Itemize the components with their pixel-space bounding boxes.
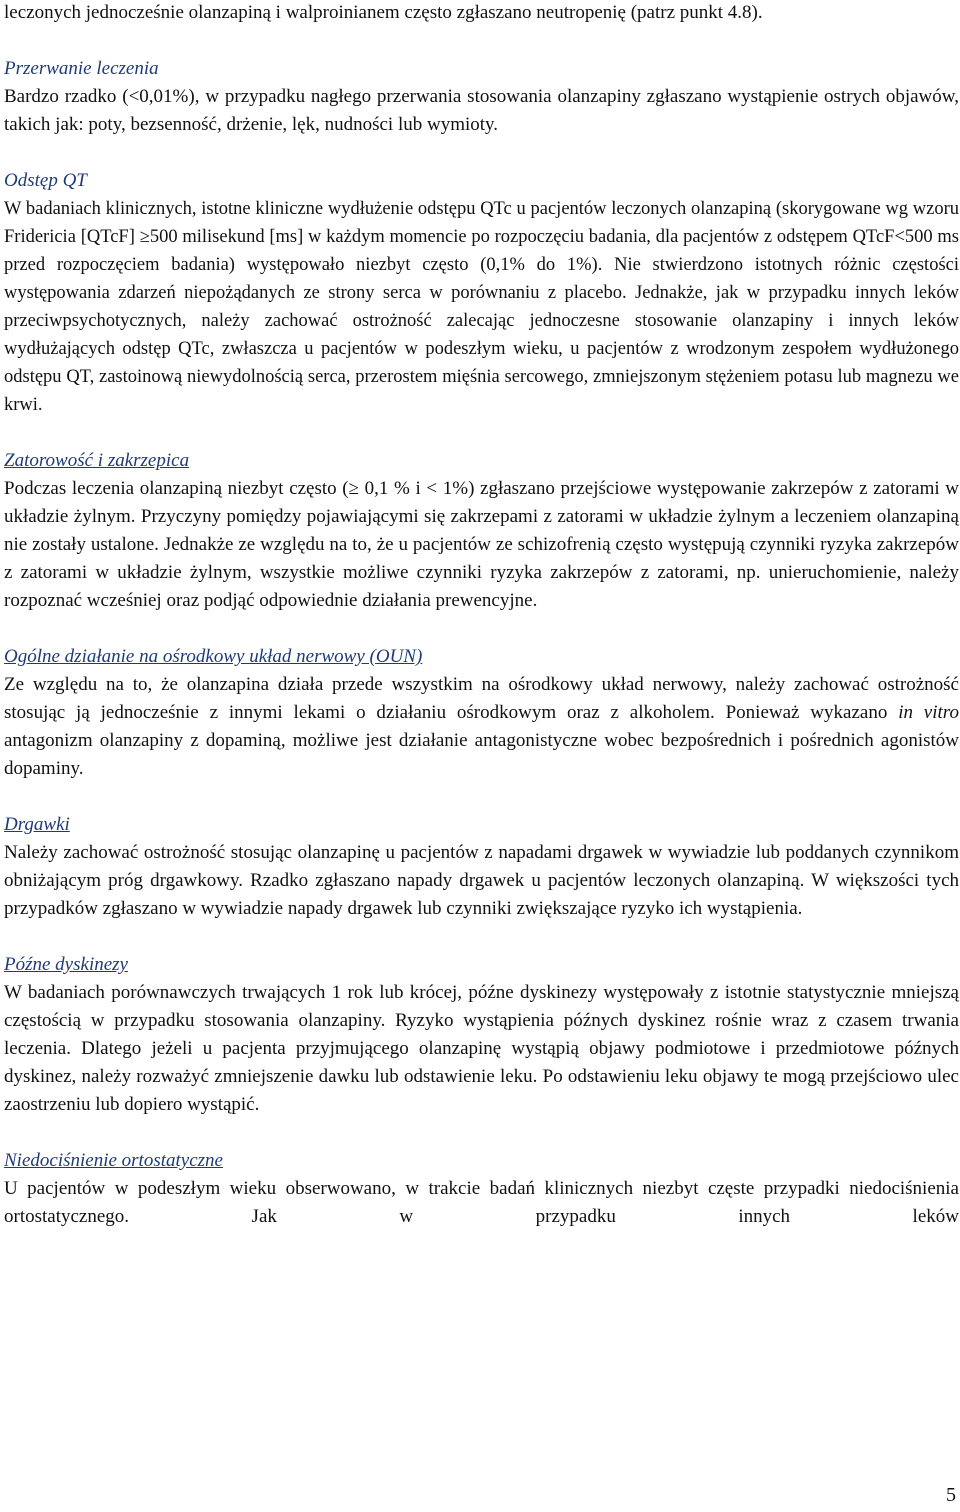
section-heading: Późne dyskinezy (4, 954, 128, 975)
section-heading: Ogólne działanie na ośrodkowy układ nerwowy (OUN) (4, 646, 423, 667)
page-number: 5 (946, 1484, 956, 1506)
section-body: Należy zachować ostrożność stosując olanzapinę u pacjentów z napadami drgawek w wywiadzie lub poddanych czynnikom obniżającym próg drgawkowy. Rzadko zgłaszano napady drgawek u pacjentów leczonych olanzapiną. W większości tych przypadków zgłaszano w wywiadzie napady drgawek lub czynniki zwiększające ryzyko ich wystąpienia. (4, 842, 959, 919)
section-body (4, 671, 959, 783)
section-oun (4, 643, 959, 783)
section-heading: Odstęp QT (4, 170, 87, 191)
section-niedocisnienie (4, 1147, 959, 1231)
section-body: W badaniach porównawczych trwających 1 rok lub krócej, późne dyskinezy występowały z istotnie statystycznie mniejszą częstością w przypadku stosowania olanzapiny. Ryzyko wystąpienia późnych dyskinez rośnie wraz z czasem trwania leczenia. Dlatego jeżeli u pacjenta przyjmującego olanzapinę wystąpią objawy podmiotowe i przedmiotowe późnych dyskinez, należy rozważyć zmniejszenie dawku lub odstawienie leku. Po odstawieniu leku objawy te mogą przejściowo ulec zaostrzeniu lub dopiero wystąpić. (4, 982, 959, 1115)
section-body: W badaniach klinicznych, istotne kliniczne wydłużenie odstępu QTc u pacjentów leczonych olanzapiną (skorygowane wg wzoru Fridericia [QTcF] ≥500 milisekund [ms] w każdym momencie po rozpoczęciu badania, dla pacjentów z odstępem QTcF<500 ms przed rozpoczęciem badania) występowało niezbyt często (0,1% do 1%). Nie stwierdzono istotnych różnic częstości występowania zdarzeń niepożądanych ze strony serca w porównaniu z placebo. Jednakże, jak w przypadku innych leków przeciwpsychotycznych, należy zachować ostrożność zalecając jednoczesne stosowanie olanzapiny i innych leków wydłużających odstęp QTc, zwłaszcza u pacjentów w podeszłym wieku, u pacjentów z wrodzonym zespołem wydłużonego odstępu QT, zastoinową niewydolnością serca, przerostem mięśnia sercowego, zmniejszonym stężeniem potasu lub magnezu we krwi. (4, 199, 959, 415)
section-heading: Drgawki (4, 814, 70, 835)
section-pozne-dyskinezy (4, 951, 959, 1119)
intro-paragraph: leczonych jednocześnie olanzapiną i walproinianem często zgłaszano neutropenię (patrz punkt 4.8). (4, 2, 763, 23)
section-body: Podczas leczenia olanzapiną niezbyt często (≥ 0,1 % i < 1%) zgłaszano przejściowe występowanie zakrzepów z zatorami w układzie żylnym. Przyczyny pomiędzy pojawiającymi się zakrzepami z zatorami w układzie żylnym a leczeniem olanzapiną nie zostały ustalone. Jednakże ze względu na to, że u pacjentów ze schizofrenią często występują czynniki ryzyka zakrzepów z zatorami w układzie żylnym, wszystkie możliwe czynniki ryzyka zakrzepów z zatorami, np. unieruchomienie, należy rozpoznać wcześniej oraz podjąć odpowiednie działania prewencyjne. (4, 478, 959, 611)
body-text: Ze względu na to, że olanzapina działa przede wszystkim na ośrodkowy układ nerwowy, należy zachować ostrożność stosując ją jednocześnie z innymi lekami o działaniu ośrodkowym oraz z alkoholem. Ponieważ wykazano (4, 674, 959, 723)
section-przerwanie-leczenia (4, 55, 959, 139)
section-odstep-qt (4, 167, 959, 419)
section-heading: Przerwanie leczenia (4, 58, 159, 79)
section-zatorowosc (4, 447, 959, 615)
section-heading: Zatorowość i zakrzepica (4, 450, 190, 471)
section-body: Bardzo rzadko (<0,01%), w przypadku nagłego przerwania stosowania olanzapiny zgłaszano wystąpienie ostrych objawów, takich jak: poty, bezsenność, drżenie, lęk, nudności lub wymioty. (4, 86, 959, 135)
document-page (4, 0, 959, 1231)
section-drgawki (4, 811, 959, 923)
section-heading: Niedociśnienie ortostatyczne (4, 1150, 223, 1171)
section-body: U pacjentów w podeszłym wieku obserwowano, w trakcie badań klinicznych niezbyt częste przypadki niedociśnienia ortostatycznego. Jak w przypadku innych leków (4, 1178, 959, 1227)
italic-term: in vitro (898, 702, 959, 723)
body-text: antagonizm olanzapiny z dopaminą, możliwe jest działanie antagonistyczne wobec bezpośrednich i pośrednich agonistów dopaminy. (4, 730, 959, 779)
